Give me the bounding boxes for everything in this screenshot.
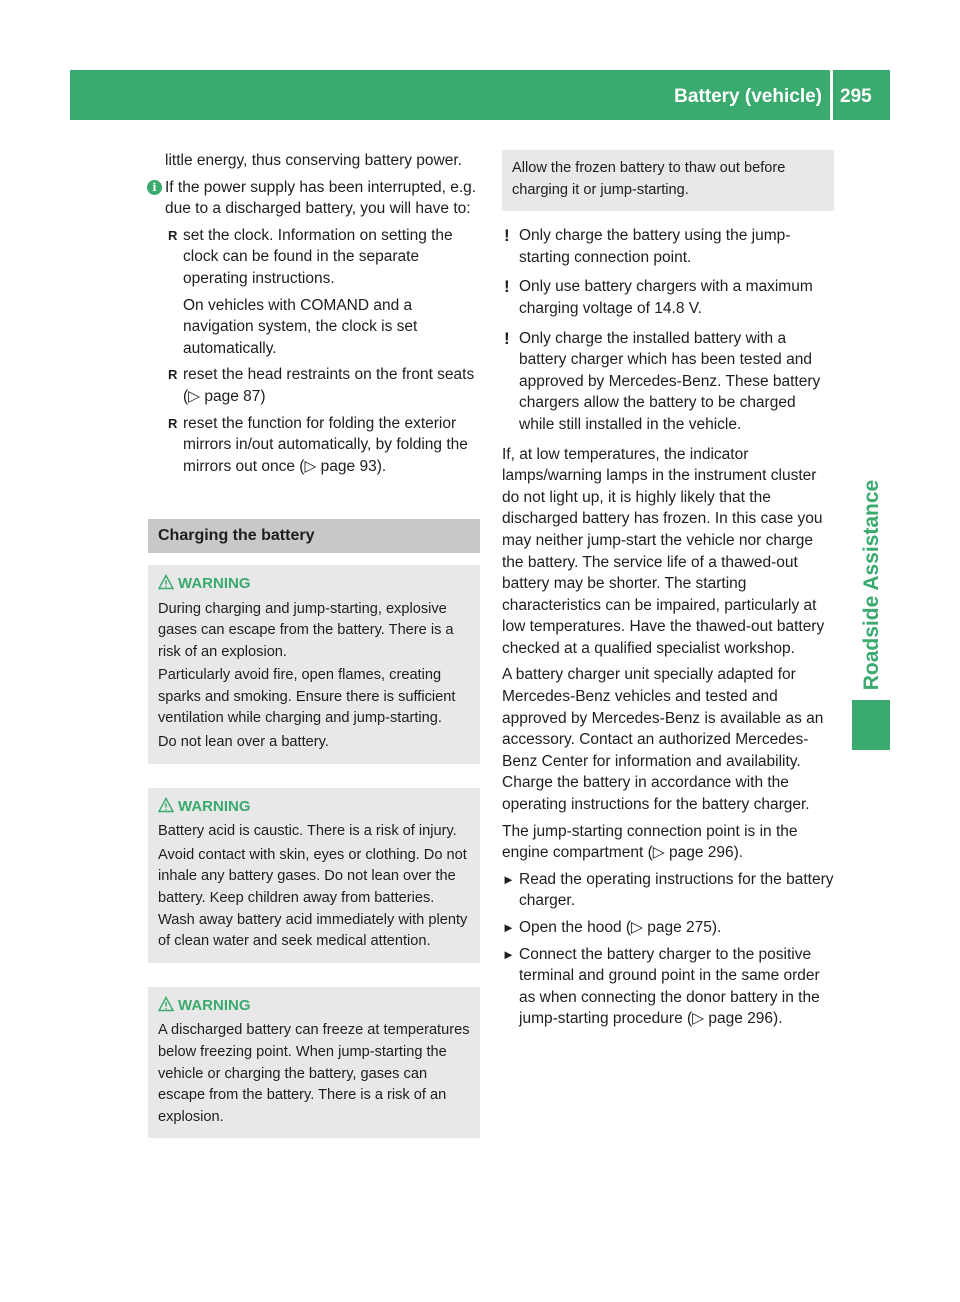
action-arrow-icon: ► xyxy=(502,920,515,935)
note-item xyxy=(502,225,834,268)
warning-text: Particularly avoid fire, open flames, creating sparks and smoking. Ensure there is sufficient ventilation while charging and jump-starting. xyxy=(158,667,456,727)
exclamation-icon: ! xyxy=(504,226,510,246)
side-tab-label: Roadside Assistance xyxy=(860,479,884,691)
warning-label: WARNING xyxy=(178,996,251,1014)
list-item xyxy=(148,225,480,290)
warning-heading xyxy=(158,995,473,1017)
action-arrow-icon: ► xyxy=(502,871,515,887)
warning-text: Avoid contact with skin, eyes or clothing. Do not inhale any battery gases. Do not lean over the battery. Keep children away from batteries. Wash away battery acid immediately with plenty of clean water and seek medical attention. xyxy=(158,846,468,950)
bullet-icon: R xyxy=(168,367,178,383)
list-item-text: reset the head restraints on the front seats (▷ page 87) xyxy=(183,366,475,405)
action-arrow-icon: ► xyxy=(502,946,515,962)
section-heading: Charging the battery xyxy=(148,519,480,553)
action-item xyxy=(502,944,834,1030)
exclamation-icon: ! xyxy=(504,328,510,348)
list-item-text: reset the function for folding the exterior mirrors in/out automatically, by folding the mirrors out once (▷ page 93). xyxy=(183,414,468,475)
warning-text: A discharged battery can freeze at temperatures below freezing point. When jump-starting the vehicle or charging the battery, gases can escape from the battery. There is a risk of an explosion. xyxy=(158,1022,470,1125)
warning-text: Battery acid is caustic. There is a risk of injury. xyxy=(158,823,457,840)
list-item-text: set the clock. Information on setting the clock can be found in the separate operating instructions. xyxy=(183,226,453,287)
action-text: Read the operating instructions for the battery charger. xyxy=(519,870,834,910)
warning-label: WARNING xyxy=(178,797,251,815)
page-number: 295 xyxy=(840,86,872,107)
exclamation-icon: ! xyxy=(504,277,510,297)
bullet-icon: R xyxy=(168,415,178,431)
side-tab-marker xyxy=(852,700,890,750)
page-section-title: Battery (vehicle) xyxy=(674,86,822,107)
warning-heading xyxy=(158,573,473,595)
action-text: Open the hood (▷ page 275). xyxy=(519,919,722,936)
warning-text: Allow the frozen battery to thaw out before charging it or jump-starting. xyxy=(512,160,786,198)
bullet-icon: R xyxy=(168,227,178,243)
warning-triangle-icon xyxy=(158,797,174,813)
side-tab xyxy=(852,470,892,700)
info-icon: i xyxy=(147,180,162,195)
note-text: Only charge the battery using the jump-starting connection point. xyxy=(519,227,791,266)
warning-box xyxy=(148,565,480,764)
warning-label: WARNING xyxy=(178,574,251,592)
action-text: Connect the battery charger to the positive terminal and ground point in the same order as when connecting the donor battery in the jump-starting procedure (▷ page 296). xyxy=(519,945,820,1028)
warning-heading xyxy=(158,796,473,818)
info-note-text: If the power supply has been interrupted, e.g. due to a discharged battery, you will have to: xyxy=(165,178,477,218)
warning-text: During charging and jump-starting, explosive gases can escape from the battery. There is a risk of an explosion. xyxy=(158,600,454,660)
list-item xyxy=(148,413,480,478)
warning-box xyxy=(148,788,480,963)
note-text: Only charge the installed battery with a battery charger which has been tested and approved by Mercedes-Benz. These battery chargers allow the battery to be charged while still installed in the vehicle. xyxy=(519,329,821,433)
warning-box xyxy=(148,987,480,1139)
header-divider xyxy=(830,70,833,120)
left-column xyxy=(148,150,480,1162)
note-text: Only use battery chargers with a maximum charging voltage of 14.8 V. xyxy=(519,278,813,317)
warning-triangle-icon xyxy=(158,996,174,1012)
warning-box-continued xyxy=(502,150,834,211)
list-item xyxy=(148,364,480,407)
info-note xyxy=(148,177,480,220)
right-column xyxy=(502,150,834,1035)
list-item-extra: On vehicles with COMAND and a navigation system, the clock is set automatically. xyxy=(183,296,418,357)
warning-triangle-icon xyxy=(158,574,174,590)
action-item xyxy=(502,917,834,939)
body-paragraph: A battery charger unit specially adapted for Mercedes-Benz vehicles and tested and approved by Mercedes-Benz is available as an accessory. Contact an authorized Mercedes-Benz Center for information and availability. Charge the battery in accordance with the operating instructions for the battery charger. xyxy=(502,666,824,814)
warning-text: Do not lean over a battery. xyxy=(158,734,329,751)
body-paragraph: The jump-starting connection point is in the engine compartment (▷ page 296). xyxy=(502,822,798,862)
continued-paragraph: little energy, thus conserving battery power. xyxy=(165,152,462,169)
body-paragraph: If, at low temperatures, the indicator lamps/warning lamps in the instrument cluster do not light up, it is highly likely that the discharged battery has frozen. In this case you may neither jump-start the vehicle nor charge the battery. The service life of a thawed-out battery may be shorter. The starting characteristics can be impaired, particularly at low temperatures. Have the thawed-out battery checked at a qualified specialist workshop. xyxy=(502,445,825,657)
action-item xyxy=(502,869,834,912)
note-item xyxy=(502,328,834,436)
note-item xyxy=(502,276,834,319)
